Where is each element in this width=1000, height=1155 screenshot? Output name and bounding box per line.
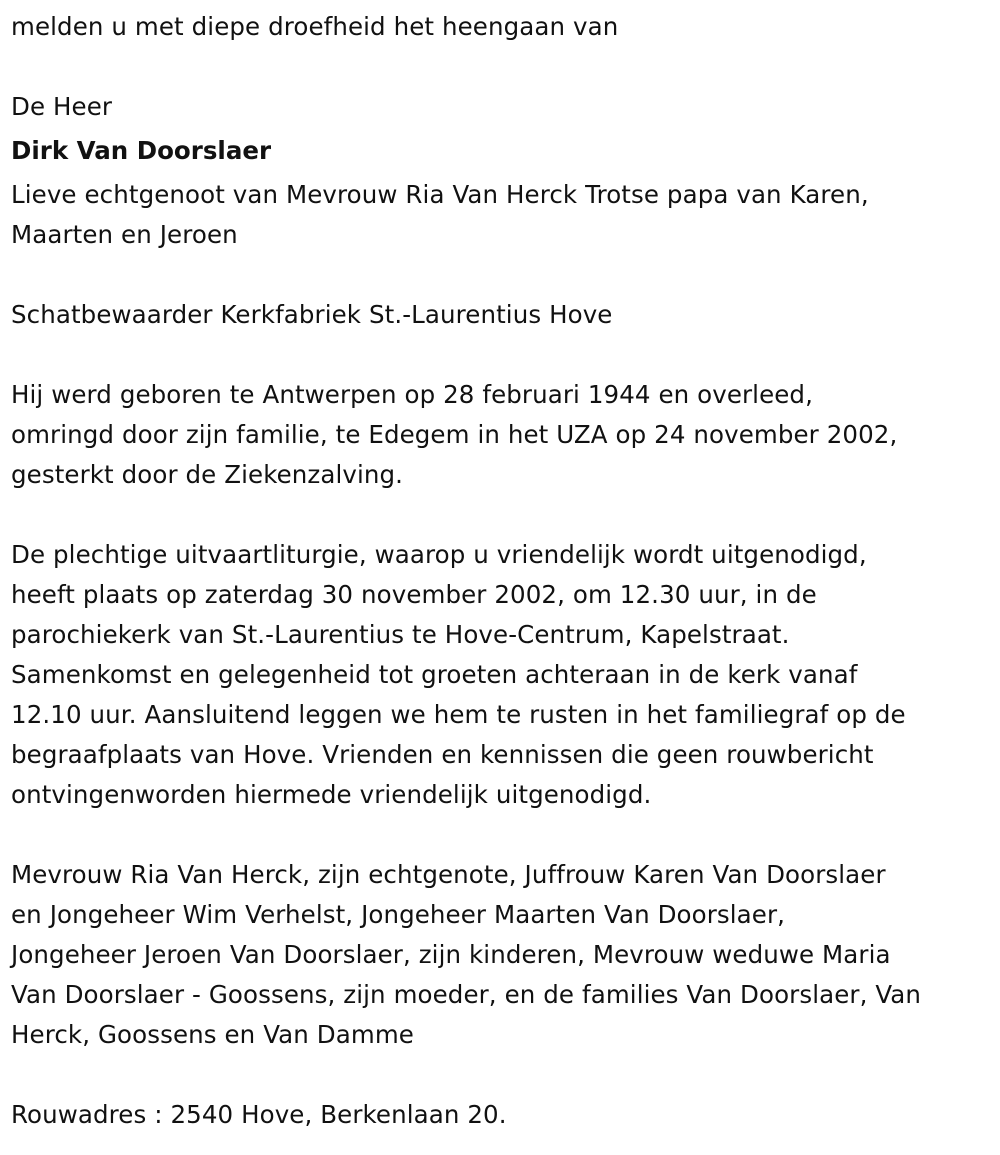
- role-text: Schatbewaarder Kerkfabriek St.-Laurentius Hove: [11, 300, 613, 329]
- mourning-address: Rouwadres : 2540 Hove, Berkenlaan 20.: [11, 1100, 507, 1129]
- relations-line: Maarten en Jeroen: [11, 220, 238, 249]
- spacer: [11, 495, 1000, 535]
- birth-death-line: Hij werd geboren te Antwerpen op 28 februari 1944 en overleed,: [11, 380, 813, 409]
- relations-paragraph: [11, 175, 1000, 255]
- spacer: [11, 815, 1000, 855]
- spacer: [11, 255, 1000, 295]
- spacer: [11, 1055, 1000, 1095]
- spacer: [11, 335, 1000, 375]
- funeral-line: heeft plaats op zaterdag 30 november 2002, om 12.30 uur, in de: [11, 580, 817, 609]
- family-line: Van Doorslaer - Goossens, zijn moeder, en de families Van Doorslaer, Van: [11, 980, 922, 1009]
- funeral-line: Samenkomst en gelegenheid tot groeten achteraan in de kerk vanaf: [11, 660, 858, 689]
- spacer: [11, 47, 1000, 87]
- family-line: Jongeheer Jeroen Van Doorslaer, zijn kinderen, Mevrouw weduwe Maria: [11, 940, 891, 969]
- family-line: Herck, Goossens en Van Damme: [11, 1020, 414, 1049]
- funeral-line: parochiekerk van St.-Laurentius te Hove-Centrum, Kapelstraat.: [11, 620, 790, 649]
- honorific-title: De Heer: [11, 92, 113, 121]
- funeral-paragraph: [11, 535, 1000, 815]
- funeral-line: De plechtige uitvaartliturgie, waarop u vriendelijk wordt uitgenodigd,: [11, 540, 867, 569]
- family-paragraph: [11, 855, 1000, 1055]
- birth-death-line: gesterkt door de Ziekenzalving.: [11, 460, 404, 489]
- birth-death-paragraph: [11, 375, 1000, 495]
- funeral-line: ontvingenworden hiermede vriendelijk uitgenodigd.: [11, 780, 652, 809]
- deceased-name: Dirk Van Doorslaer: [11, 136, 272, 165]
- family-line: en Jongeheer Wim Verhelst, Jongeheer Maarten Van Doorslaer,: [11, 900, 786, 929]
- family-line: Mevrouw Ria Van Herck, zijn echtgenote, Juffrouw Karen Van Doorslaer: [11, 860, 886, 889]
- relations-line: Lieve echtgenoot van Mevrouw Ria Van Herck Trotse papa van Karen,: [11, 180, 869, 209]
- intro-text: melden u met diepe droefheid het heengaan van: [11, 12, 619, 41]
- funeral-line: begraafplaats van Hove. Vrienden en kennissen die geen rouwbericht: [11, 740, 874, 769]
- funeral-line: 12.10 uur. Aansluitend leggen we hem te rusten in het familiegraf op de: [11, 700, 906, 729]
- birth-death-line: omringd door zijn familie, te Edegem in het UZA op 24 november 2002,: [11, 420, 898, 449]
